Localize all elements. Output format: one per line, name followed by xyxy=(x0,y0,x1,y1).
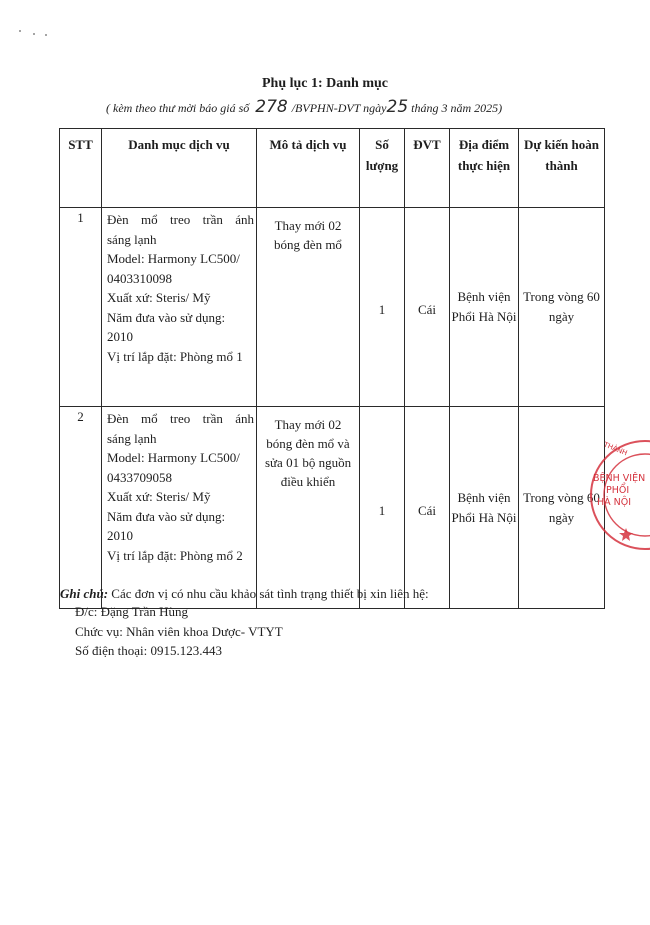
note-label: Ghi chú: xyxy=(60,586,109,601)
header-description: Mô tả dịch vụ xyxy=(257,129,360,208)
table-header-row xyxy=(60,129,605,208)
page-subtitle xyxy=(106,97,502,117)
stamp-star-icon xyxy=(619,528,633,541)
service-name-part: Đèn mổ treo trần ánh xyxy=(107,212,254,227)
page-title: Phụ lục 1: Danh mục xyxy=(261,76,389,91)
note-role: Chức vụ: Nhân viên khoa Dược- VTYT xyxy=(75,624,283,639)
cell-location: Bệnh viện Phổi Hà Nội xyxy=(450,208,519,407)
service-model: Model: Harmony LC500/ 0403310098 xyxy=(107,251,240,286)
cell-stt: 1 xyxy=(60,208,102,407)
service-table xyxy=(59,128,605,609)
header-service: Danh mục dịch vụ xyxy=(102,129,257,208)
header-completion: Dự kiến hoàn thành xyxy=(519,129,605,208)
table-row xyxy=(60,208,605,407)
stamp-line3: HÀ NỘI xyxy=(597,497,632,508)
service-model: Model: Harmony LC500/ 0433709058 xyxy=(107,450,240,485)
service-year: Năm đưa vào sử dụng: 2010 xyxy=(107,508,226,543)
cell-completion: Trong vòng 60 ngày xyxy=(519,208,605,407)
service-name-part: sáng lạnh xyxy=(107,231,157,247)
scan-speck xyxy=(33,33,35,35)
handwritten-day: 25 xyxy=(386,97,409,117)
header-stt: STT xyxy=(60,129,102,208)
cell-stt: 2 xyxy=(60,407,102,609)
cell-completion: Trong vòng 60 ngày xyxy=(519,407,605,609)
cell-quantity: 1 xyxy=(360,407,405,609)
service-name-part: sáng lạnh xyxy=(107,430,157,446)
note-phone: Số điện thoại: 0915.123.443 xyxy=(75,643,222,658)
stamp-line1: BỆNH VIỆN xyxy=(593,473,646,484)
stamp-line2: PHỔI xyxy=(606,485,630,496)
cell-unit: Cái xyxy=(405,208,450,407)
service-origin: Xuất xứ: Steris/ Mỹ xyxy=(107,290,211,305)
subtitle-prefix: ( kèm theo thư mời báo giá số xyxy=(106,101,250,115)
subtitle-middle: /BVPHN-DVT ngày xyxy=(291,101,387,115)
header-location: Địa điểm thực hiện xyxy=(450,129,519,208)
service-name xyxy=(107,210,253,249)
table-row xyxy=(60,407,605,609)
service-name xyxy=(107,409,253,448)
scan-speck xyxy=(19,30,21,32)
service-name-part: Đèn mổ treo trần ánh xyxy=(107,411,254,426)
note-text: Các đơn vị có nhu cầu khảo sát tình trạng thiết bị xin liên hệ: xyxy=(111,586,429,601)
cell-service xyxy=(102,208,257,407)
service-position: Vị trí lắp đặt: Phòng mổ 1 xyxy=(107,348,243,364)
service-year: Năm đưa vào sử dụng: 2010 xyxy=(107,309,226,344)
service-position: Vị trí lắp đặt: Phòng mổ 2 xyxy=(107,547,243,563)
cell-description: Thay mới 02 bóng đèn mổ xyxy=(257,208,360,407)
cell-description: Thay mới 02 bóng đèn mổ và sửa 01 bộ nguồn điều khiển xyxy=(257,407,360,609)
stamp-top: THÀNH xyxy=(602,440,629,458)
scan-speck xyxy=(45,34,47,36)
cell-quantity: 1 xyxy=(360,208,405,407)
service-origin: Xuất xứ: Steris/ Mỹ xyxy=(107,489,211,504)
handwritten-letter-number: 278 xyxy=(255,97,288,117)
note xyxy=(60,584,429,604)
subtitle-suffix: tháng 3 năm 2025) xyxy=(411,101,503,115)
cell-service xyxy=(102,407,257,609)
hospital-stamp xyxy=(585,437,650,553)
header-unit: ĐVT xyxy=(405,129,450,208)
cell-unit: Cái xyxy=(405,407,450,609)
cell-location: Bệnh viện Phổi Hà Nội xyxy=(450,407,519,609)
header-quantity: Số lượng xyxy=(360,129,405,208)
note-contact: Đ/c: Đặng Trần Hùng xyxy=(75,604,189,619)
